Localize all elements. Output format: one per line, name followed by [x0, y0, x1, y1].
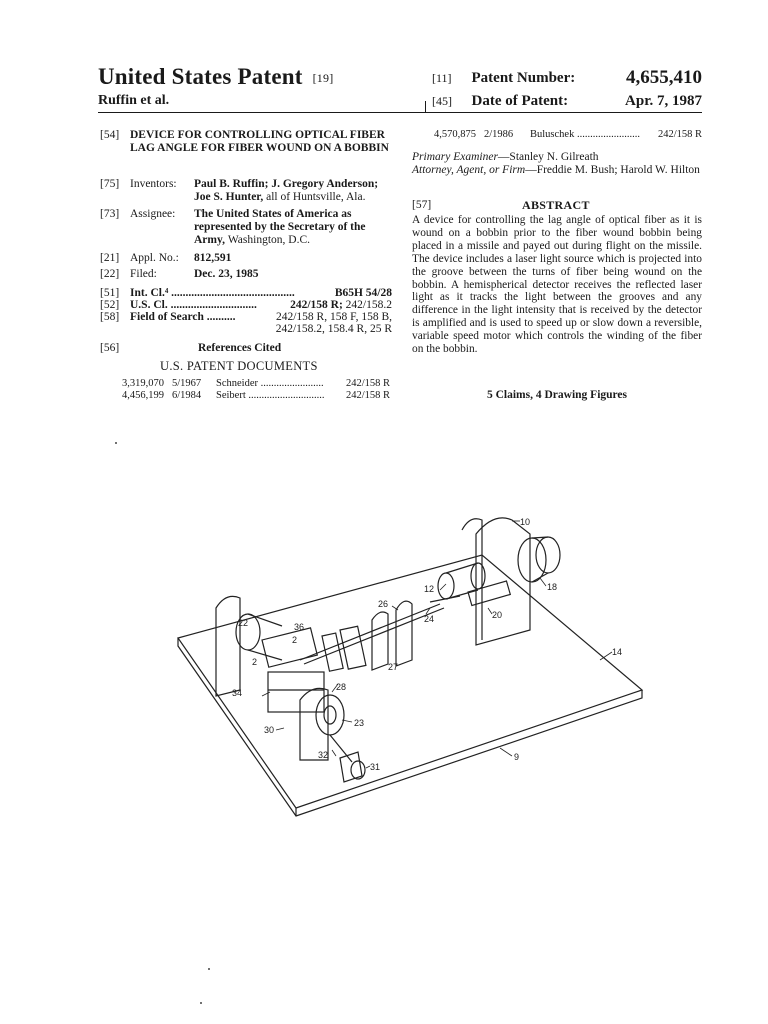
- ref-label: 22: [238, 618, 249, 628]
- guide-post: [396, 601, 412, 666]
- ref-label: 18: [547, 582, 558, 592]
- ref-label: 30: [264, 725, 275, 735]
- primary-examiner: Primary Examiner—Stanley N. Gilreath: [412, 151, 599, 163]
- date-row: [432, 93, 702, 110]
- scan-speck: [200, 1002, 202, 1004]
- fiber-line: [300, 604, 440, 660]
- ref-label: 24: [424, 614, 435, 624]
- housing: [268, 672, 324, 712]
- ref-label: 20: [492, 610, 503, 620]
- ref-label: 23: [354, 718, 365, 728]
- ref-label: 14: [612, 647, 623, 657]
- title-field-code: [54]: [100, 129, 120, 141]
- date-code: [45]: [432, 94, 452, 108]
- ref-label: 9: [514, 752, 520, 762]
- date-of-patent: Apr. 7, 1987: [625, 93, 702, 109]
- abstract-text: A device for controlling the lag angle of optical fiber as it is wound on a bobbin prior to the fiber wound bobbin being placed in a missile and payed out during flight on the missile. The device includes a laser light source which is projected into the groove between the turns of fiber being wound on the bobbin. A hemispherical detector receives the reflected laser light as it tracks the light between the grooves and any difference in the light intensity that is received by the detector is amplified and is used to speed up or slow down a reversible, variable speed motor which controls the winding of the fiber on the bobbin.: [412, 214, 702, 356]
- ref-label: 31: [370, 762, 381, 772]
- base-plate: [178, 555, 642, 808]
- ref-label: 10: [520, 517, 531, 527]
- ref-label: 32: [318, 750, 329, 760]
- scan-speck: [115, 442, 117, 444]
- patent-title: United States Patent [19]: [98, 64, 334, 89]
- detector-block: [468, 581, 510, 605]
- patent-number-code: [11]: [432, 71, 452, 85]
- ref-label: 27: [388, 662, 399, 672]
- ref-label: 12: [424, 584, 435, 594]
- attorney: Attorney, Agent, or Firm—Freddie M. Bush; Harold W. Hilton: [412, 164, 700, 176]
- ref-label: 36: [294, 622, 305, 632]
- inventors-short: Ruffin et al.: [98, 93, 170, 108]
- patent-number-row: [432, 67, 702, 88]
- title-code: [19]: [312, 71, 334, 85]
- claims-summary: 5 Claims, 4 Drawing Figures: [486, 389, 628, 401]
- us-patent-documents-heading: U.S. PATENT DOCUMENTS: [160, 359, 318, 373]
- header-rule: [98, 112, 702, 113]
- spool: [438, 573, 454, 599]
- ref-label: 26: [378, 599, 389, 609]
- date-label: Date of Patent:: [471, 93, 569, 109]
- abstract-code: [57]: [412, 199, 432, 211]
- ref-label: 28: [336, 682, 347, 692]
- left-bracket: [216, 596, 243, 698]
- scan-speck: [208, 968, 210, 970]
- bobbin-flange: [518, 538, 546, 582]
- ref-label: 2: [292, 635, 298, 645]
- abstract-heading: ABSTRACT: [522, 198, 590, 212]
- patent-number: 4,655,410: [626, 67, 702, 88]
- patent-drawing: [0, 420, 768, 870]
- header-divider: [425, 101, 426, 113]
- bracket-plate: [262, 628, 317, 667]
- invention-title: DEVICE FOR CONTROLLING OPTICAL FIBER LAG ANGLE FOR FIBER WOUND ON A BOBBIN: [130, 129, 389, 154]
- motor: [316, 695, 344, 735]
- ref-label: 2: [252, 657, 258, 667]
- patent-number-label: Patent Number:: [471, 70, 576, 86]
- ref-label: 34: [232, 688, 243, 698]
- carriage: [340, 626, 366, 669]
- motor-housing: [536, 537, 560, 573]
